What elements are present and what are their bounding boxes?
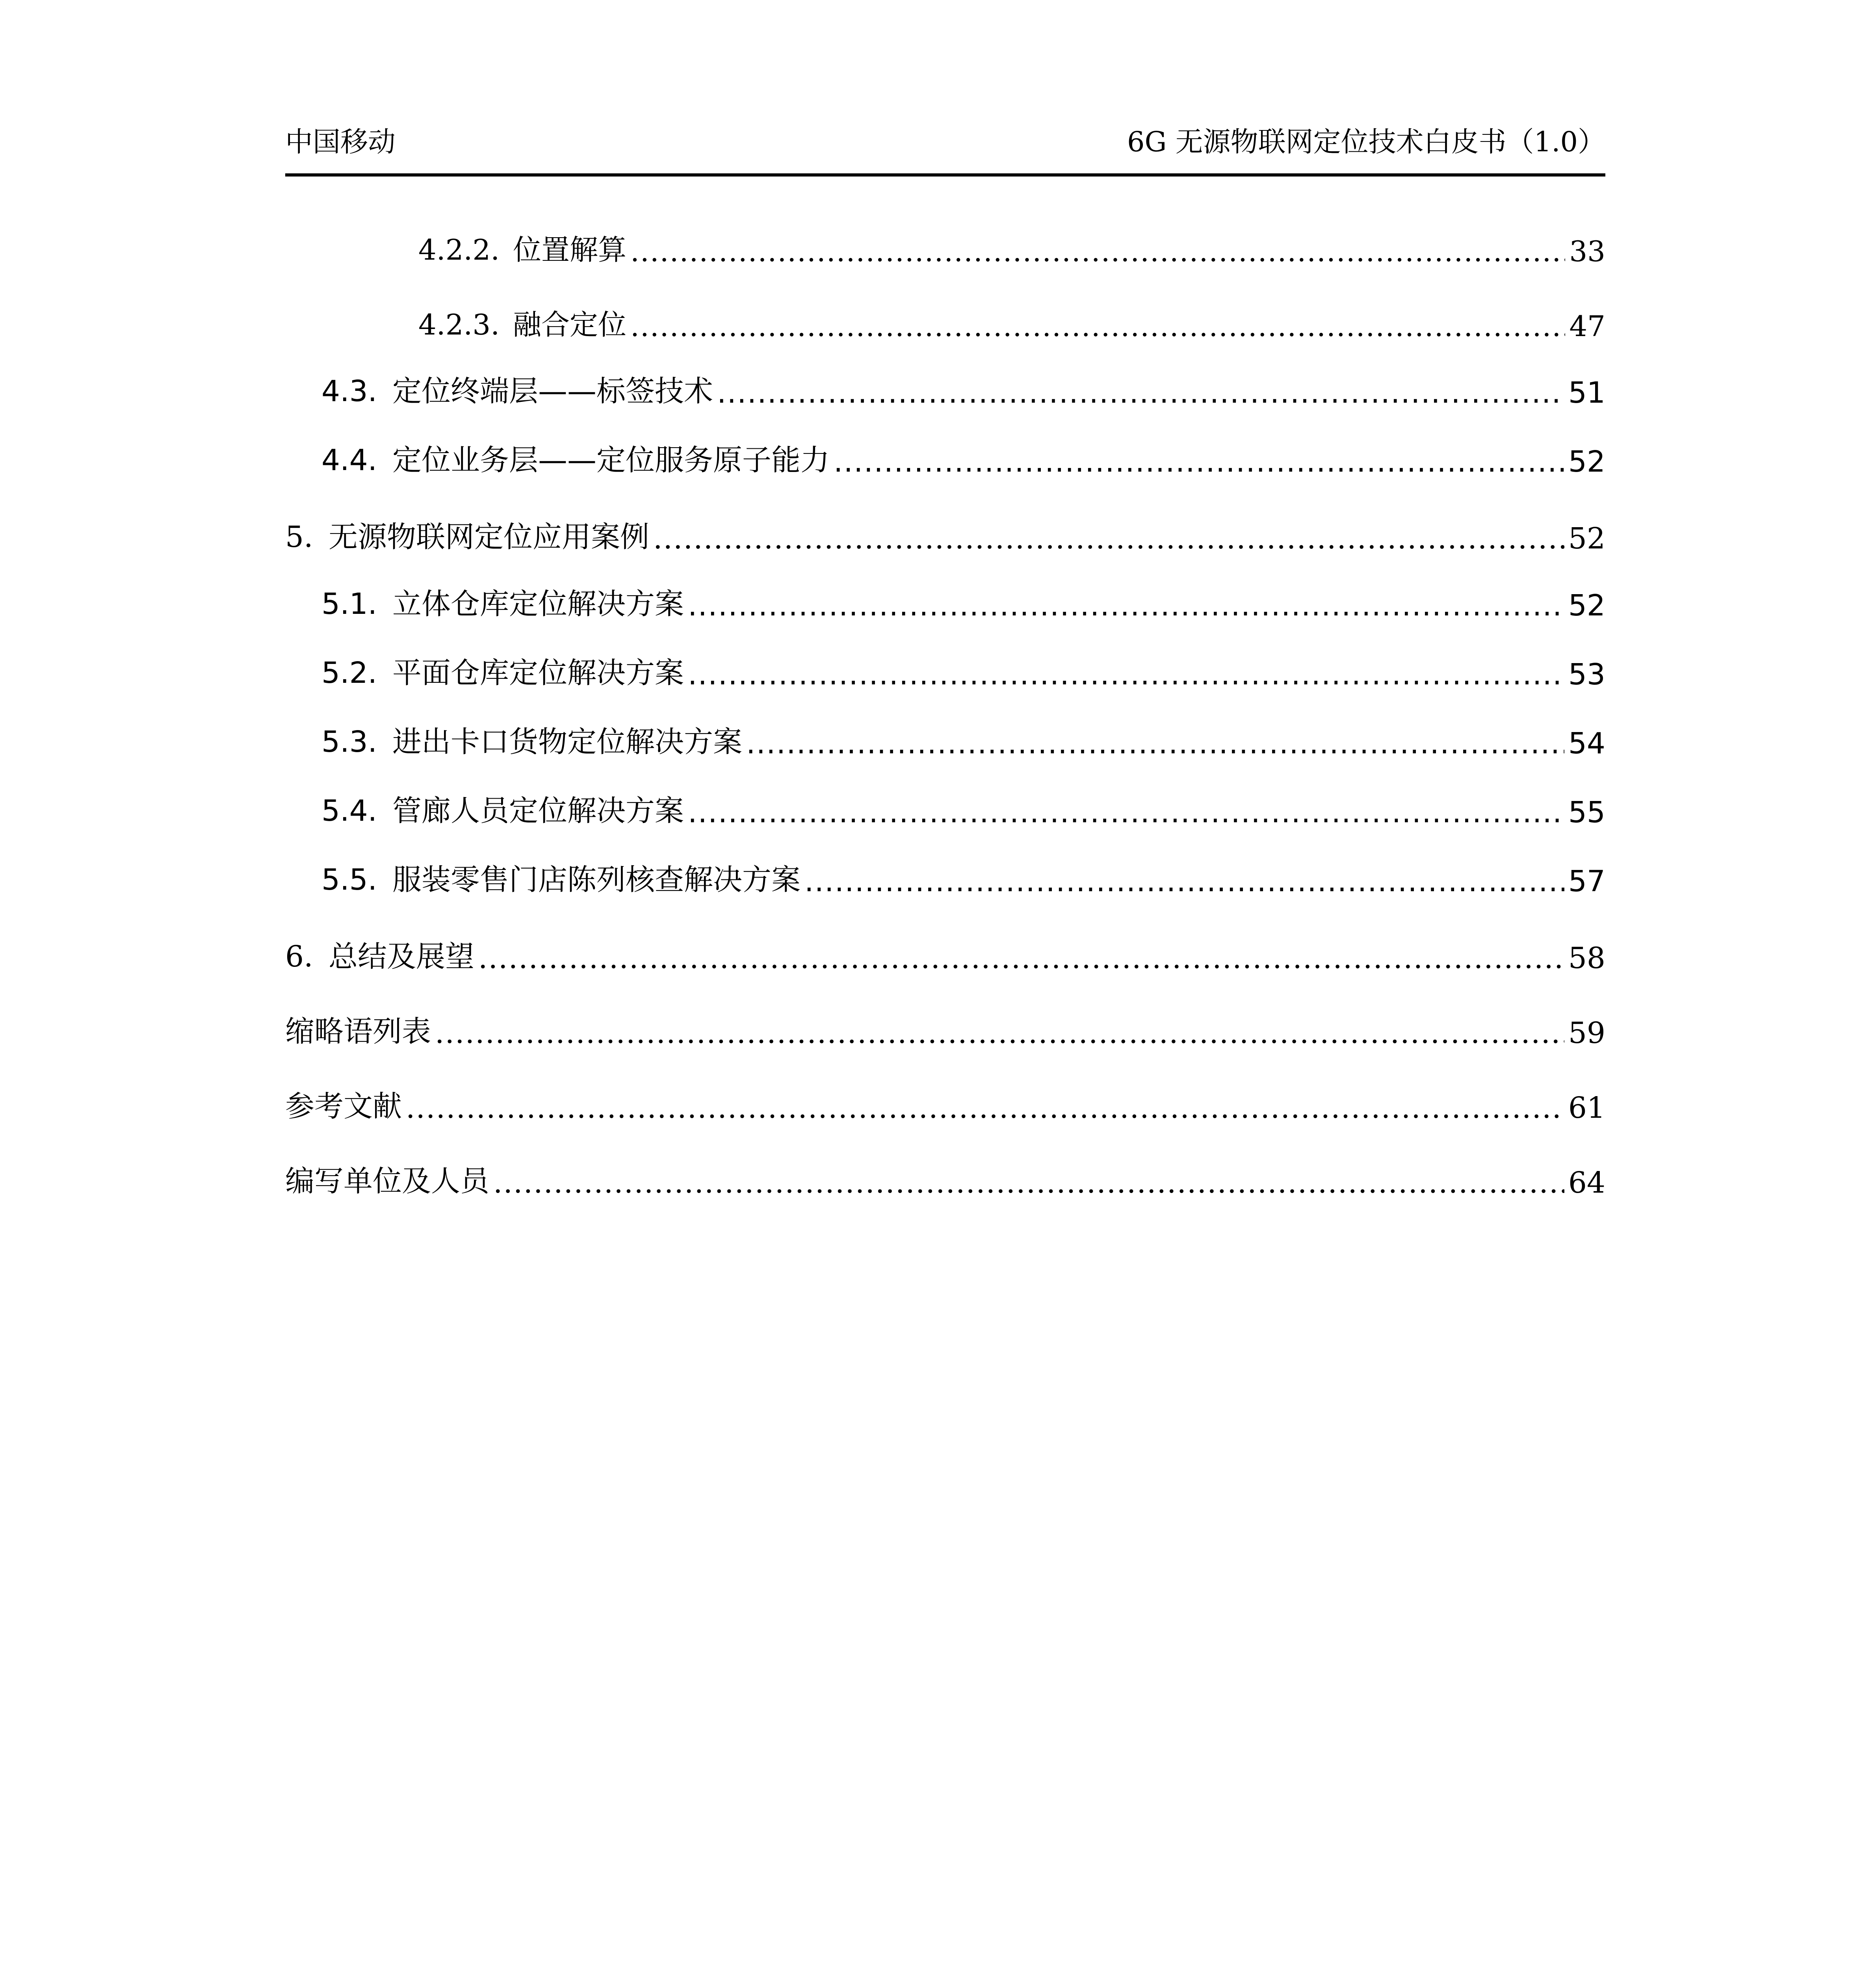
toc-entry-title: 参考文献	[285, 1089, 402, 1123]
toc-dot-leader	[834, 445, 1564, 479]
toc-entry-page: 33	[1569, 235, 1605, 268]
toc-dot-leader	[688, 795, 1564, 829]
toc-entry-page: 52	[1568, 589, 1605, 623]
toc-dot-leader	[653, 522, 1564, 556]
toc-entry-6[interactable]	[285, 928, 1605, 975]
toc-entry-page: 58	[1568, 941, 1605, 975]
toc-dot-leader	[804, 864, 1564, 898]
toc-entry-title: 服装零售门店陈列核查解决方案	[392, 863, 801, 897]
toc-entry-5[interactable]	[285, 508, 1605, 556]
toc-entry-number: 5.5.	[321, 863, 377, 897]
table-of-contents	[285, 0, 1605, 1970]
toc-entry-4-2-3[interactable]	[285, 296, 1605, 343]
toc-entry-number: 4.4.	[321, 443, 377, 477]
toc-entry-page: 47	[1569, 310, 1605, 343]
toc-entry-title: 位置解算	[513, 233, 627, 266]
toc-entry-page: 64	[1568, 1166, 1605, 1200]
toc-entry-title: 编写单位及人员	[285, 1164, 489, 1198]
toc-entry-title: 缩略语列表	[285, 1015, 431, 1048]
toc-entry-title: 无源物联网定位应用案例	[329, 520, 649, 554]
toc-entry-4-2-2[interactable]	[285, 221, 1605, 268]
header-org-name: 中国移动	[285, 126, 396, 158]
toc-entry-page: 57	[1568, 864, 1605, 898]
toc-entry-number: 5.4.	[321, 794, 377, 828]
toc-dot-leader	[746, 727, 1564, 760]
toc-entry-number: 5.1.	[321, 587, 377, 621]
toc-entry-title: 总结及展望	[329, 940, 474, 974]
toc-entry-page: 52	[1568, 522, 1605, 556]
toc-entry-title: 平面仓库定位解决方案	[392, 656, 684, 690]
toc-entry-title: 立体仓库定位解决方案	[392, 587, 684, 621]
toc-entry-number: 6.	[285, 940, 313, 974]
toc-entry-5-1[interactable]	[285, 575, 1605, 623]
toc-entry-number: 4.2.2.	[418, 233, 500, 266]
toc-dot-leader	[688, 589, 1564, 623]
toc-entry-page: 59	[1568, 1016, 1605, 1050]
toc-entry-page: 52	[1568, 445, 1605, 479]
toc-entry-5-5[interactable]	[285, 851, 1605, 898]
toc-dot-leader	[435, 1016, 1564, 1050]
toc-entry-number: 4.3.	[321, 374, 377, 408]
toc-entry-references[interactable]	[285, 1078, 1605, 1125]
toc-entry-5-4[interactable]	[285, 782, 1605, 829]
header-document-title: 6G 无源物联网定位技术白皮书（1.0）	[1127, 126, 1605, 158]
toc-entry-title: 定位业务层——定位服务原子能力	[392, 443, 830, 477]
toc-entry-title: 进出卡口货物定位解决方案	[392, 725, 742, 759]
toc-entry-page: 53	[1568, 658, 1605, 691]
toc-dot-leader	[717, 376, 1564, 410]
toc-dot-leader	[478, 941, 1564, 975]
toc-entry-title: 定位终端层——标签技术	[392, 374, 713, 408]
toc-entry-page: 55	[1568, 795, 1605, 829]
toc-dot-leader	[630, 310, 1565, 343]
toc-entry-page: 61	[1568, 1091, 1605, 1125]
toc-entry-page: 54	[1568, 727, 1605, 760]
toc-entry-4-4[interactable]	[285, 431, 1605, 479]
toc-entry-title: 管廊人员定位解决方案	[392, 794, 684, 828]
toc-entry-number: 5.3.	[321, 725, 377, 759]
toc-entry-authors[interactable]	[285, 1152, 1605, 1200]
toc-entry-page: 51	[1568, 376, 1605, 410]
toc-entry-number: 5.	[285, 520, 313, 554]
toc-entry-5-3[interactable]	[285, 713, 1605, 760]
toc-entry-number: 4.2.3.	[418, 308, 500, 341]
toc-dot-leader	[406, 1091, 1564, 1125]
toc-entry-abbreviations[interactable]	[285, 1003, 1605, 1050]
toc-dot-leader	[630, 235, 1565, 268]
toc-entry-4-3[interactable]	[285, 362, 1605, 410]
toc-entry-title: 融合定位	[513, 308, 627, 341]
toc-entry-5-2[interactable]	[285, 644, 1605, 691]
toc-dot-leader	[688, 658, 1564, 691]
toc-dot-leader	[493, 1166, 1564, 1200]
toc-entry-number: 5.2.	[321, 656, 377, 690]
